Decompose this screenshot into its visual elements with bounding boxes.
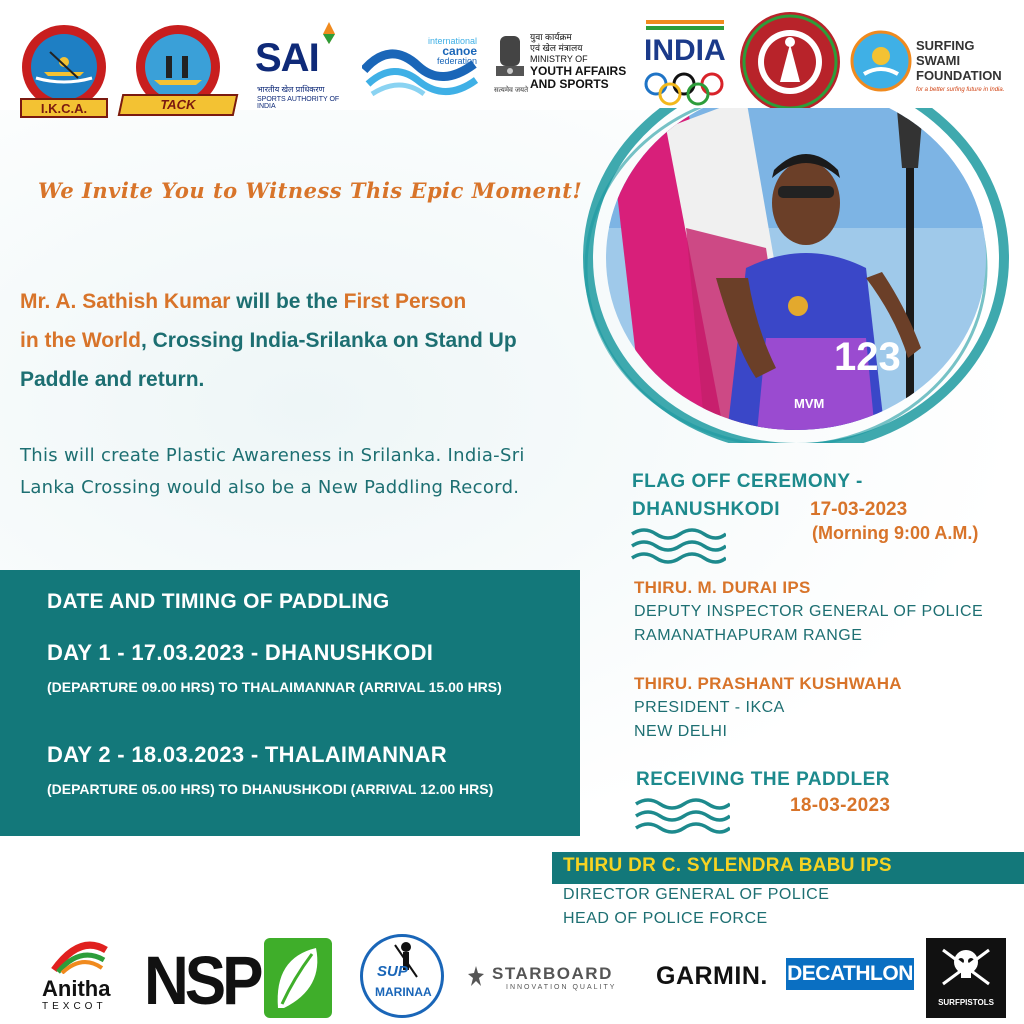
icf-logo xyxy=(362,30,480,106)
intro-in-world: in the World xyxy=(20,329,141,352)
day1-detail: (DEPARTURE 09.00 HRS) TO THALAIMANNAR (ARRIVAL 15.00 HRS) xyxy=(47,679,502,695)
ministry-en-2: YOUTH AFFAIRS xyxy=(530,64,627,78)
bib-number: 123 xyxy=(834,335,901,379)
guest1-name: THIRU. M. DURAI IPS xyxy=(634,578,811,597)
guest2-place: NEW DELHI xyxy=(634,723,728,740)
green-leaf-logo-icon xyxy=(264,938,332,1018)
surfpistols-logo xyxy=(926,938,1006,1018)
anitha-sub: TEXCOT xyxy=(42,1001,107,1012)
chief-guest-role-2: HEAD OF POLICE FORCE xyxy=(563,910,768,927)
anitha-texcot-logo xyxy=(40,940,120,1015)
marinaa-text: MARINAA xyxy=(375,985,432,999)
shirt-brand: MVM xyxy=(794,396,825,411)
receiving-date: 18-03-2023 xyxy=(790,795,891,816)
india-wordmark: INDIA xyxy=(644,34,726,67)
icf-text-3: federation xyxy=(437,56,478,66)
flag-off-location: DHANUSHKODI xyxy=(632,499,780,520)
garmin-logo: GARMIN. xyxy=(656,962,768,990)
guest1-role: DEPUTY INSPECTOR GENERAL OF POLICE xyxy=(634,603,984,620)
sai-logo xyxy=(255,28,355,118)
ministry-logo xyxy=(494,32,634,104)
nsp-logo: NSP xyxy=(144,943,260,1020)
ministry-en-3: AND SPORTS xyxy=(530,77,609,91)
sai-hindi-text: भारतीय खेल प्राधिकरण xyxy=(257,85,325,94)
guest2-name: THIRU. PRASHANT KUSHWAHA xyxy=(634,674,902,693)
awareness-paragraph: This will create Plastic Awareness in Srilanka. India-Sri Lanka Crossing would also be a New Paddling Record. xyxy=(20,445,525,498)
starboard-logo xyxy=(468,964,638,996)
icf-text-1: international xyxy=(428,36,478,46)
schedule-title: DATE AND TIMING OF PADDLING xyxy=(47,590,390,613)
intro-text-1: will be the xyxy=(230,290,344,313)
flag-off-time: (Morning 9:00 A.M.) xyxy=(812,523,979,543)
sup-text: SUP xyxy=(377,963,408,980)
ministry-en-1: MINISTRY OF xyxy=(530,54,588,64)
flag-off-date: 17-03-2023 xyxy=(810,499,908,520)
surfing-swami-name-1: SURFING SWAMI xyxy=(916,38,975,68)
sai-subtitle: SPORTS AUTHORITY OF INDIA xyxy=(257,96,340,110)
chief-guest-name: THIRU DR C. SYLENDRA BABU IPS xyxy=(563,855,892,876)
anitha-swoosh-icon xyxy=(50,940,110,974)
ministry-motto: सत्यमेव जयते xyxy=(494,87,529,94)
sai-torch-icon xyxy=(321,22,337,44)
intro-first-person: First Person xyxy=(343,290,467,313)
icf-text-2: canoe xyxy=(442,44,478,58)
guest1-place: RAMANATHAPURAM RANGE xyxy=(634,627,863,644)
flag-off-title: FLAG OFF CEREMONY - xyxy=(632,471,863,492)
athlete-name: Mr. A. Sathish Kumar xyxy=(20,290,231,313)
ministry-hindi-1: युवा कार्यक्रम xyxy=(530,32,572,42)
receiving-title: RECEIVING THE PADDLER xyxy=(636,769,891,790)
day2-detail: (DEPARTURE 05.00 HRS) TO DHANUSHKODI (ARRIVAL 12.00 HRS) xyxy=(47,781,494,797)
decathlon-logo: DECATHLON xyxy=(786,958,914,990)
athlete-photo xyxy=(566,108,1014,443)
ikca-logo xyxy=(14,22,114,122)
starboard-text: STARBOARD xyxy=(492,964,613,983)
surfing-swami-name-2: FOUNDATION xyxy=(916,68,1002,83)
ashoka-emblem-icon xyxy=(494,32,526,90)
sai-wordmark: SAI xyxy=(255,36,319,80)
surfing-swami-emblem-icon xyxy=(850,30,912,92)
schedule-box xyxy=(0,570,580,836)
day2-title: DAY 2 - 18.03.2023 - THALAIMANNAR xyxy=(47,742,447,767)
india-olympic-logo xyxy=(640,18,730,108)
intro-text-2: , Crossing India-Srilanka on Stand Up Paddle and return. xyxy=(20,329,517,391)
athlete-photo-illustration xyxy=(566,108,1014,443)
sup-marinaa-logo xyxy=(360,934,444,1018)
olympic-rings-icon xyxy=(642,72,726,108)
ministry-hindi-2: एवं खेल मंत्रालय xyxy=(530,43,583,53)
intro-paragraph xyxy=(20,282,560,399)
starboard-tagline: INNOVATION QUALITY xyxy=(506,984,617,991)
skull-pistols-icon xyxy=(941,944,991,988)
anitha-name: Anitha xyxy=(42,976,111,1001)
tack-banner: TACK xyxy=(118,94,239,116)
guest2-role: PRESIDENT - IKCA xyxy=(634,699,785,716)
surfing-swami-tagline: for a better surfing future in India. xyxy=(916,87,1005,93)
invite-headline: We Invite You to Witness This Epic Moment! xyxy=(38,178,583,203)
flag-off-wave-icon xyxy=(630,526,726,566)
surfpistols-text: SURFPISTOLS xyxy=(938,998,994,1007)
sdat-emblem-icon xyxy=(740,12,840,112)
surfing-swami-logo xyxy=(850,30,1020,102)
ikca-banner: I.K.C.A. xyxy=(20,98,108,118)
starboard-star-icon xyxy=(468,966,484,986)
sdat-logo xyxy=(740,12,840,112)
tack-logo xyxy=(118,22,238,122)
chief-guest-role: DIRECTOR GENERAL OF POLICE xyxy=(563,886,830,903)
receiving-wave-icon xyxy=(634,796,730,836)
day1-title: DAY 1 - 17.03.2023 - DHANUSHKODI xyxy=(47,640,434,665)
